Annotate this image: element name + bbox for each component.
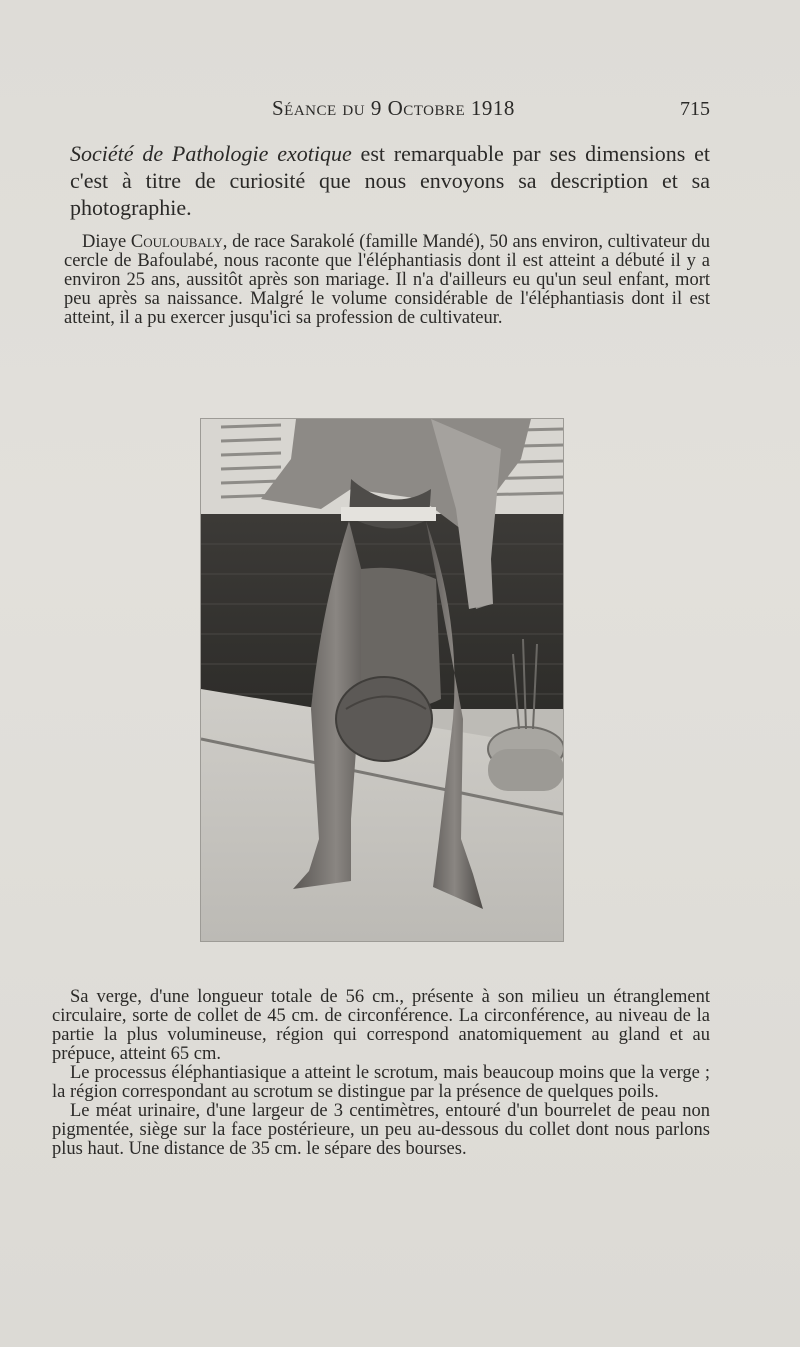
photograph-illustration [201,419,563,941]
description-paragraph: Le méat urinaire, d'une largeur de 3 centimètres, entouré d'un bourrelet de peau non pigmentée, siège sur la face postérieure, un peu au-dessous du collet dont nous parlons plus haut. Une distance de 35 cm. le sépare des bourses. [52,1101,710,1159]
intro-paragraph [70,140,710,221]
intro-text: est remarquable par ses dimensions et c'est à titre de curiosité que nous envoyons sa description et sa photographie. [70,141,710,220]
patient-name: Couloubaly [130,232,223,252]
patient-paragraph [64,233,710,328]
patient-text: , de race Sarakolé (famille Mandé), 50 ans environ, cultivateur du cercle de Bafoulabé, nous raconte que l'éléphantiasis dont il est atteint a débuté il y a environ 25 ans, aussitôt après son mariage. Il n'a d'ailleurs eu qu'un seul enfant, mort peu après sa naissance. Malgré le volume considérable de l'éléphantiasis dont il est atteint, il a pu exercer jusqu'ici sa profession de cultivateur. [64,232,710,328]
page-number: 715 [680,98,710,120]
description-section [52,988,710,1159]
society-name: Société de Pathologie exotique [70,141,352,166]
description-paragraph: Le processus éléphantiasique a atteint le scrotum, mais beaucoup moins que la verge ; la région correspondant au scrotum se distingue par la présence de quelques poils. [52,1063,710,1102]
photograph [200,418,564,942]
running-title: Séance du 9 Octobre 1918 [272,96,515,120]
description-paragraph: Sa verge, d'une longueur totale de 56 cm., présente à son milieu un étranglement circulaire, sorte de collet de 45 cm. de circonférence. La circonférence, au niveau de la partie la plus volumineuse, région qui correspond anatomiquement au gland et au prépuce, atteint 65 cm. [52,987,710,1064]
patient-lead: Diaye [82,232,131,252]
running-head [0,96,800,126]
